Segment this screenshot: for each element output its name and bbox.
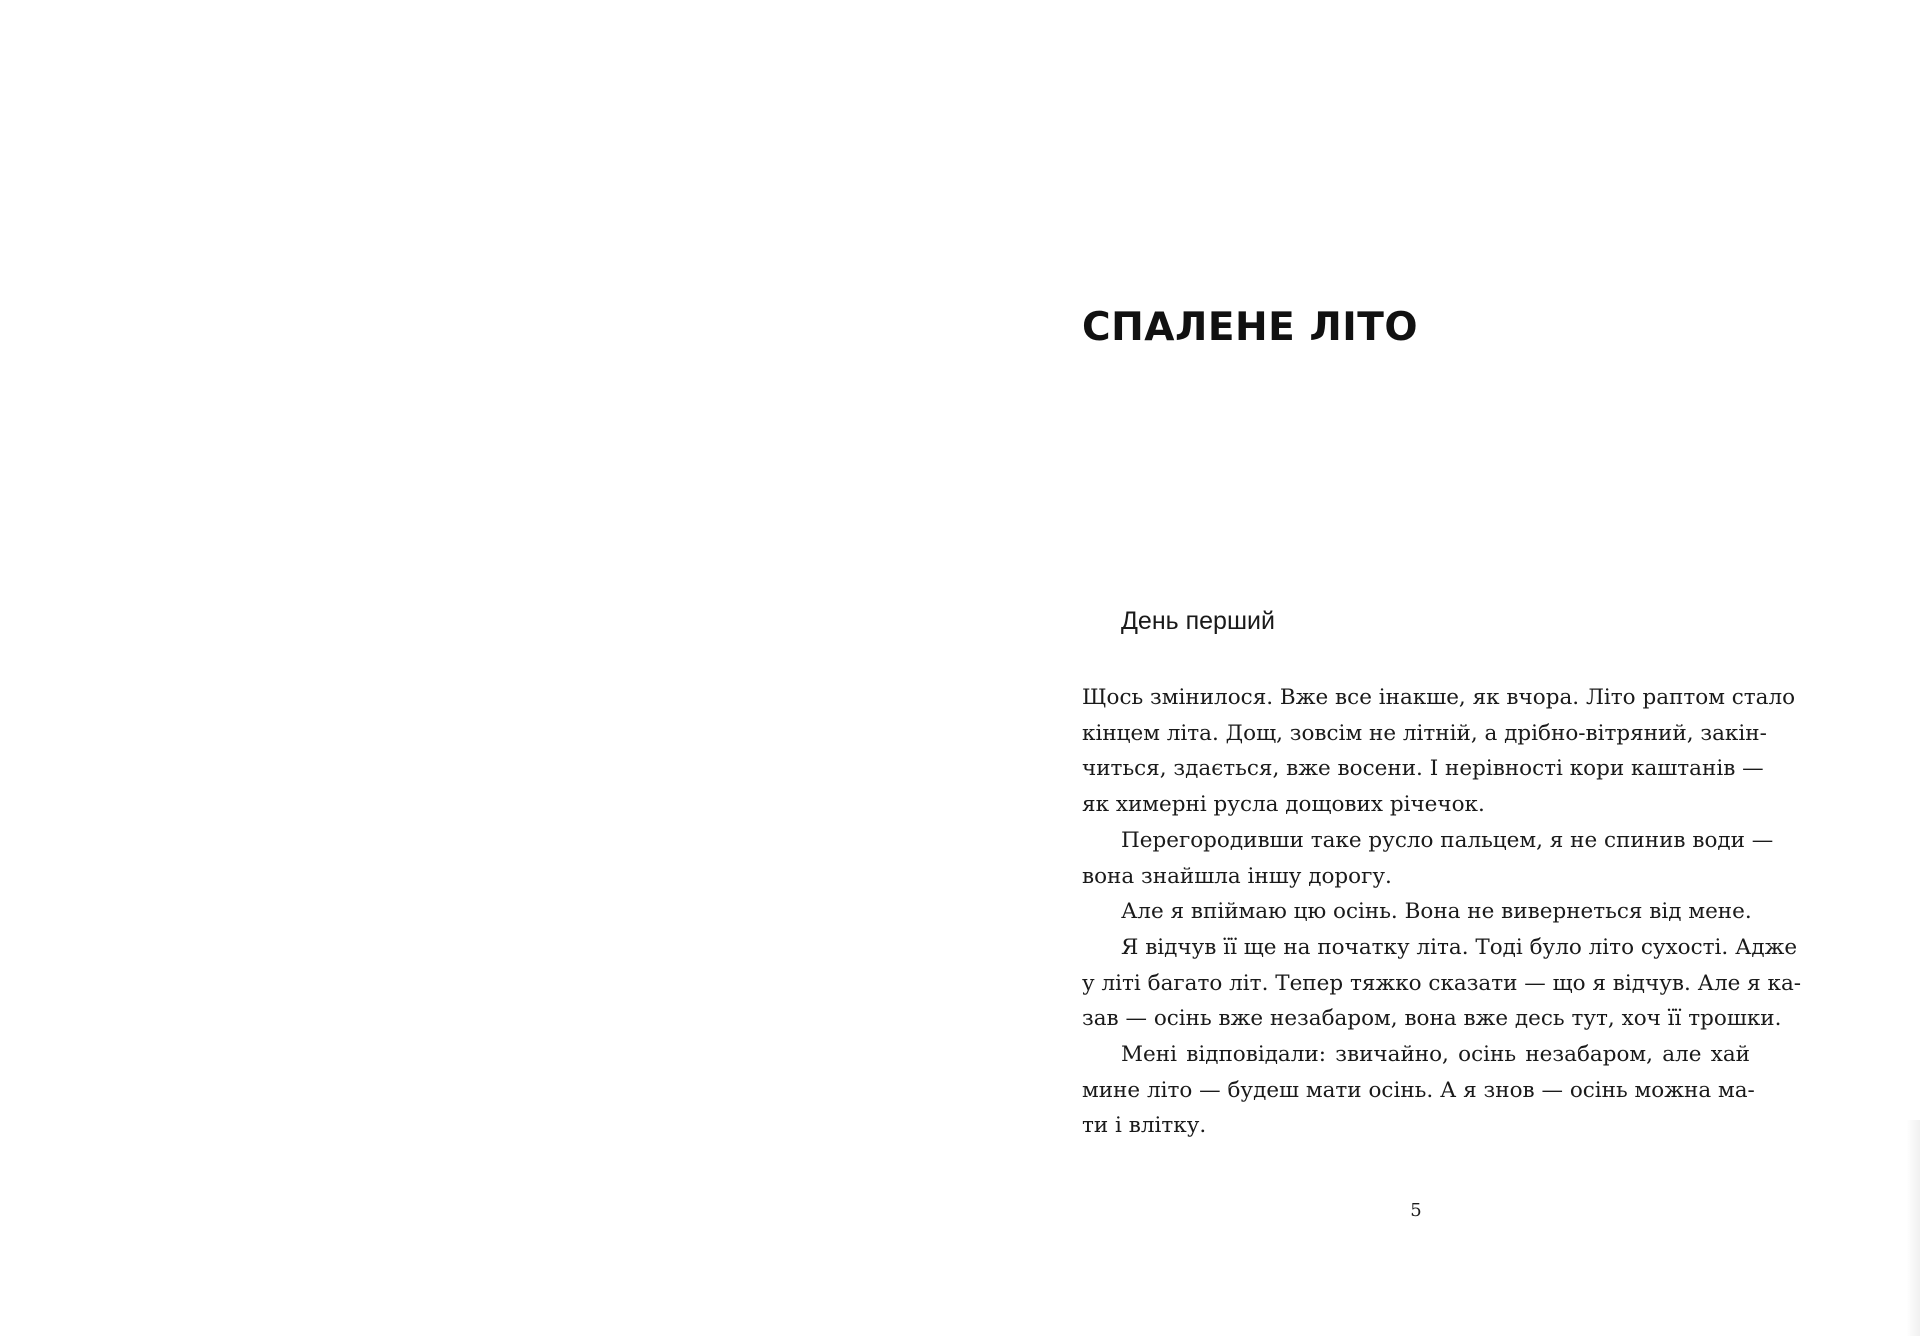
page-edge-shadow [1906,1120,1920,1336]
body-line: у літі багато літ. Тепер тяжко сказати — що я відчув. Але я ка- [1082,970,1802,996]
body-line: мине літо — будеш мати осінь. А я знов — осінь можна ма- [1082,1077,1755,1103]
section-title: День перший [1121,607,1275,635]
body-line: Мені відповідали: звичайно, осінь незабаром, але хай [1121,1042,1750,1068]
body-line: кінцем літа. Дощ, зовсім не літній, а дрібно-вітряний, закін- [1082,720,1767,746]
body-line: Але я впіймаю цю осінь. Вона не вивернеться від мене. [1121,899,1752,925]
page-number: 5 [1410,1200,1422,1221]
body-line: читься, здається, вже восени. І нерівності кори каштанів — [1082,756,1764,782]
body-line: Я відчув її ще на початку літа. Тоді було літо сухості. Адже [1121,934,1798,960]
body-line: Перегородивши таке русло пальцем, я не спинив води — [1121,827,1774,853]
body-line: вона знайшла іншу дорогу. [1082,863,1392,889]
body-line: як химерні русла дощових річечок. [1082,792,1485,818]
body-line: Щось змінилося. Вже все інакше, як вчора. Літо раптом стало [1082,685,1796,710]
body-line: зав — осінь вже незабаром, вона вже десь тут, хоч її трошки. [1082,1006,1782,1032]
chapter-title: СПАЛЕНЕ ЛІТО [1082,305,1418,350]
body-text [1082,680,1802,1144]
body-line: ти і влітку. [1082,1113,1207,1139]
